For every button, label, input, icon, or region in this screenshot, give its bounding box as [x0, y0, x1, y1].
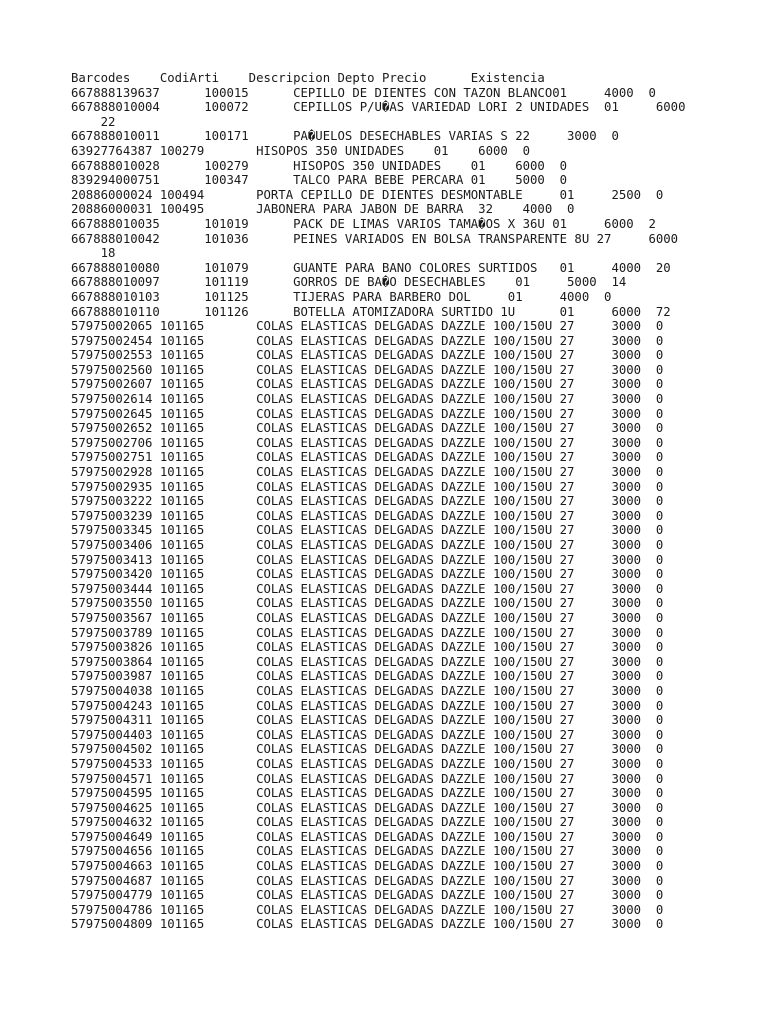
inventory-line: 667888010110 101126 BOTELLA ATOMIZADORA SURTIDO 1U 01 6000 72	[71, 304, 671, 319]
inventory-line: 57975004571 101165 COLAS ELASTICAS DELGADAS DAZZLE 100/150U 27 3000 0	[71, 771, 664, 786]
inventory-line: 667888010080 101079 GUANTE PARA BANO COLORES SURTIDOS 01 4000 20	[71, 260, 671, 275]
inventory-line: 667888010011 100171 PA�UELOS DESECHABLES VARIAS S 22 3000 0	[71, 129, 619, 144]
inventory-rows	[71, 86, 761, 932]
inventory-line: 57975002607 101165 COLAS ELASTICAS DELGADAS DAZZLE 100/150U 27 3000 0	[71, 377, 664, 392]
inventory-line: 57975002652 101165 COLAS ELASTICAS DELGADAS DAZZLE 100/150U 27 3000 0	[71, 421, 664, 436]
inventory-line: 57975004533 101165 COLAS ELASTICAS DELGADAS DAZZLE 100/150U 27 3000 0	[71, 756, 664, 771]
inventory-line: 667888139637 100015 CEPILLO DE DIENTES CON TAZON BLANCO01 4000 0	[71, 85, 656, 100]
inventory-line: 57975004038 101165 COLAS ELASTICAS DELGADAS DAZZLE 100/150U 27 3000 0	[71, 683, 664, 698]
inventory-line: 20886000024 100494 PORTA CEPILLO DE DIENTES DESMONTABLE 01 2500 0	[71, 187, 664, 202]
inventory-line: 57975003550 101165 COLAS ELASTICAS DELGADAS DAZZLE 100/150U 27 3000 0	[71, 596, 664, 611]
inventory-line: 57975003413 101165 COLAS ELASTICAS DELGADAS DAZZLE 100/150U 27 3000 0	[71, 552, 664, 567]
inventory-line: 20886000031 100495 JABONERA PARA JABON DE BARRA 32 4000 0	[71, 202, 575, 217]
inventory-listing	[71, 71, 761, 932]
inventory-line: 57975003345 101165 COLAS ELASTICAS DELGADAS DAZZLE 100/150U 27 3000 0	[71, 523, 664, 538]
inventory-line: 18	[71, 246, 116, 261]
inventory-line: 57975003420 101165 COLAS ELASTICAS DELGADAS DAZZLE 100/150U 27 3000 0	[71, 567, 664, 582]
inventory-line: 57975002454 101165 COLAS ELASTICAS DELGADAS DAZZLE 100/150U 27 3000 0	[71, 333, 664, 348]
inventory-line: 839294000751 100347 TALCO PARA BEBE PERCARA 01 5000 0	[71, 173, 568, 188]
inventory-line: 667888010004 100072 CEPILLOS P/U�AS VARIEDAD LORI 2 UNIDADES 01 6000	[71, 100, 686, 115]
inventory-line: 57975003567 101165 COLAS ELASTICAS DELGADAS DAZZLE 100/150U 27 3000 0	[71, 610, 664, 625]
inventory-line: 57975003406 101165 COLAS ELASTICAS DELGADAS DAZZLE 100/150U 27 3000 0	[71, 538, 664, 552]
inventory-line: 57975004625 101165 COLAS ELASTICAS DELGADAS DAZZLE 100/150U 27 3000 0	[71, 800, 664, 815]
inventory-line: 57975003826 101165 COLAS ELASTICAS DELGADAS DAZZLE 100/150U 27 3000 0	[71, 640, 664, 655]
inventory-line: 57975002065 101165 COLAS ELASTICAS DELGADAS DAZZLE 100/150U 27 3000 0	[71, 319, 664, 334]
inventory-line: 57975004663 101165 COLAS ELASTICAS DELGADAS DAZZLE 100/150U 27 3000 0	[71, 859, 664, 874]
inventory-line: 667888010028 100279 HISOPOS 350 UNIDADES 01 6000 0	[71, 158, 568, 173]
inventory-line: 57975004502 101165 COLAS ELASTICAS DELGADAS DAZZLE 100/150U 27 3000 0	[71, 742, 664, 757]
inventory-line: 57975003987 101165 COLAS ELASTICAS DELGADAS DAZZLE 100/150U 27 3000 0	[71, 669, 664, 684]
inventory-line: 667888010097 101119 GORROS DE BA�O DESECHABLES 01 5000 14	[71, 275, 627, 290]
inventory-line: 57975002706 101165 COLAS ELASTICAS DELGADAS DAZZLE 100/150U 27 3000 0	[71, 435, 664, 450]
inventory-line: 57975004311 101165 COLAS ELASTICAS DELGADAS DAZZLE 100/150U 27 3000 0	[71, 713, 664, 728]
inventory-line: 57975004779 101165 COLAS ELASTICAS DELGADAS DAZZLE 100/150U 27 3000 0	[71, 888, 664, 903]
inventory-line: 57975002645 101165 COLAS ELASTICAS DELGADAS DAZZLE 100/150U 27 3000 0	[71, 406, 664, 421]
inventory-line: 57975003789 101165 COLAS ELASTICAS DELGADAS DAZZLE 100/150U 27 3000 0	[71, 625, 664, 640]
column-header-row: Barcodes CodiArti Descripcion Depto Precio Existencia	[71, 71, 545, 85]
inventory-line: 667888010103 101125 TIJERAS PARA BARBERO DOL 01 4000 0	[71, 289, 612, 304]
inventory-line: 57975004656 101165 COLAS ELASTICAS DELGADAS DAZZLE 100/150U 27 3000 0	[71, 844, 664, 859]
inventory-line: 57975004243 101165 COLAS ELASTICAS DELGADAS DAZZLE 100/150U 27 3000 0	[71, 698, 664, 713]
inventory-line: 57975003864 101165 COLAS ELASTICAS DELGADAS DAZZLE 100/150U 27 3000 0	[71, 654, 664, 669]
inventory-line: 57975003239 101165 COLAS ELASTICAS DELGADAS DAZZLE 100/150U 27 3000 0	[71, 508, 664, 523]
inventory-line: 57975002560 101165 COLAS ELASTICAS DELGADAS DAZZLE 100/150U 27 3000 0	[71, 362, 664, 377]
inventory-line: 57975002751 101165 COLAS ELASTICAS DELGADAS DAZZLE 100/150U 27 3000 0	[71, 450, 664, 465]
inventory-line: 57975002614 101165 COLAS ELASTICAS DELGADAS DAZZLE 100/150U 27 3000 0	[71, 392, 664, 407]
inventory-line: 57975004403 101165 COLAS ELASTICAS DELGADAS DAZZLE 100/150U 27 3000 0	[71, 727, 664, 742]
inventory-line: 57975002928 101165 COLAS ELASTICAS DELGADAS DAZZLE 100/150U 27 3000 0	[71, 465, 664, 480]
inventory-line: 22	[71, 114, 116, 129]
inventory-line: 57975003444 101165 COLAS ELASTICAS DELGADAS DAZZLE 100/150U 27 3000 0	[71, 581, 664, 596]
inventory-line: 667888010042 101036 PEINES VARIADOS EN BOLSA TRANSPARENTE 8U 27 6000	[71, 231, 679, 246]
inventory-line: 57975004649 101165 COLAS ELASTICAS DELGADAS DAZZLE 100/150U 27 3000 0	[71, 829, 664, 844]
inventory-line: 57975004687 101165 COLAS ELASTICAS DELGADAS DAZZLE 100/150U 27 3000 0	[71, 873, 664, 888]
inventory-line: 63927764387 100279 HISOPOS 350 UNIDADES 01 6000 0	[71, 143, 531, 158]
inventory-line: 57975002553 101165 COLAS ELASTICAS DELGADAS DAZZLE 100/150U 27 3000 0	[71, 348, 664, 363]
inventory-line: 667888010035 101019 PACK DE LIMAS VARIOS TAMA�OS X 36U 01 6000 2	[71, 216, 656, 231]
inventory-line: 57975004809 101165 COLAS ELASTICAS DELGADAS DAZZLE 100/150U 27 3000 0	[71, 917, 664, 932]
inventory-line: 57975002935 101165 COLAS ELASTICAS DELGADAS DAZZLE 100/150U 27 3000 0	[71, 479, 664, 494]
inventory-line: 57975004786 101165 COLAS ELASTICAS DELGADAS DAZZLE 100/150U 27 3000 0	[71, 902, 664, 917]
inventory-line: 57975004595 101165 COLAS ELASTICAS DELGADAS DAZZLE 100/150U 27 3000 0	[71, 786, 664, 801]
inventory-line: 57975004632 101165 COLAS ELASTICAS DELGADAS DAZZLE 100/150U 27 3000 0	[71, 815, 664, 830]
inventory-line: 57975003222 101165 COLAS ELASTICAS DELGADAS DAZZLE 100/150U 27 3000 0	[71, 494, 664, 509]
